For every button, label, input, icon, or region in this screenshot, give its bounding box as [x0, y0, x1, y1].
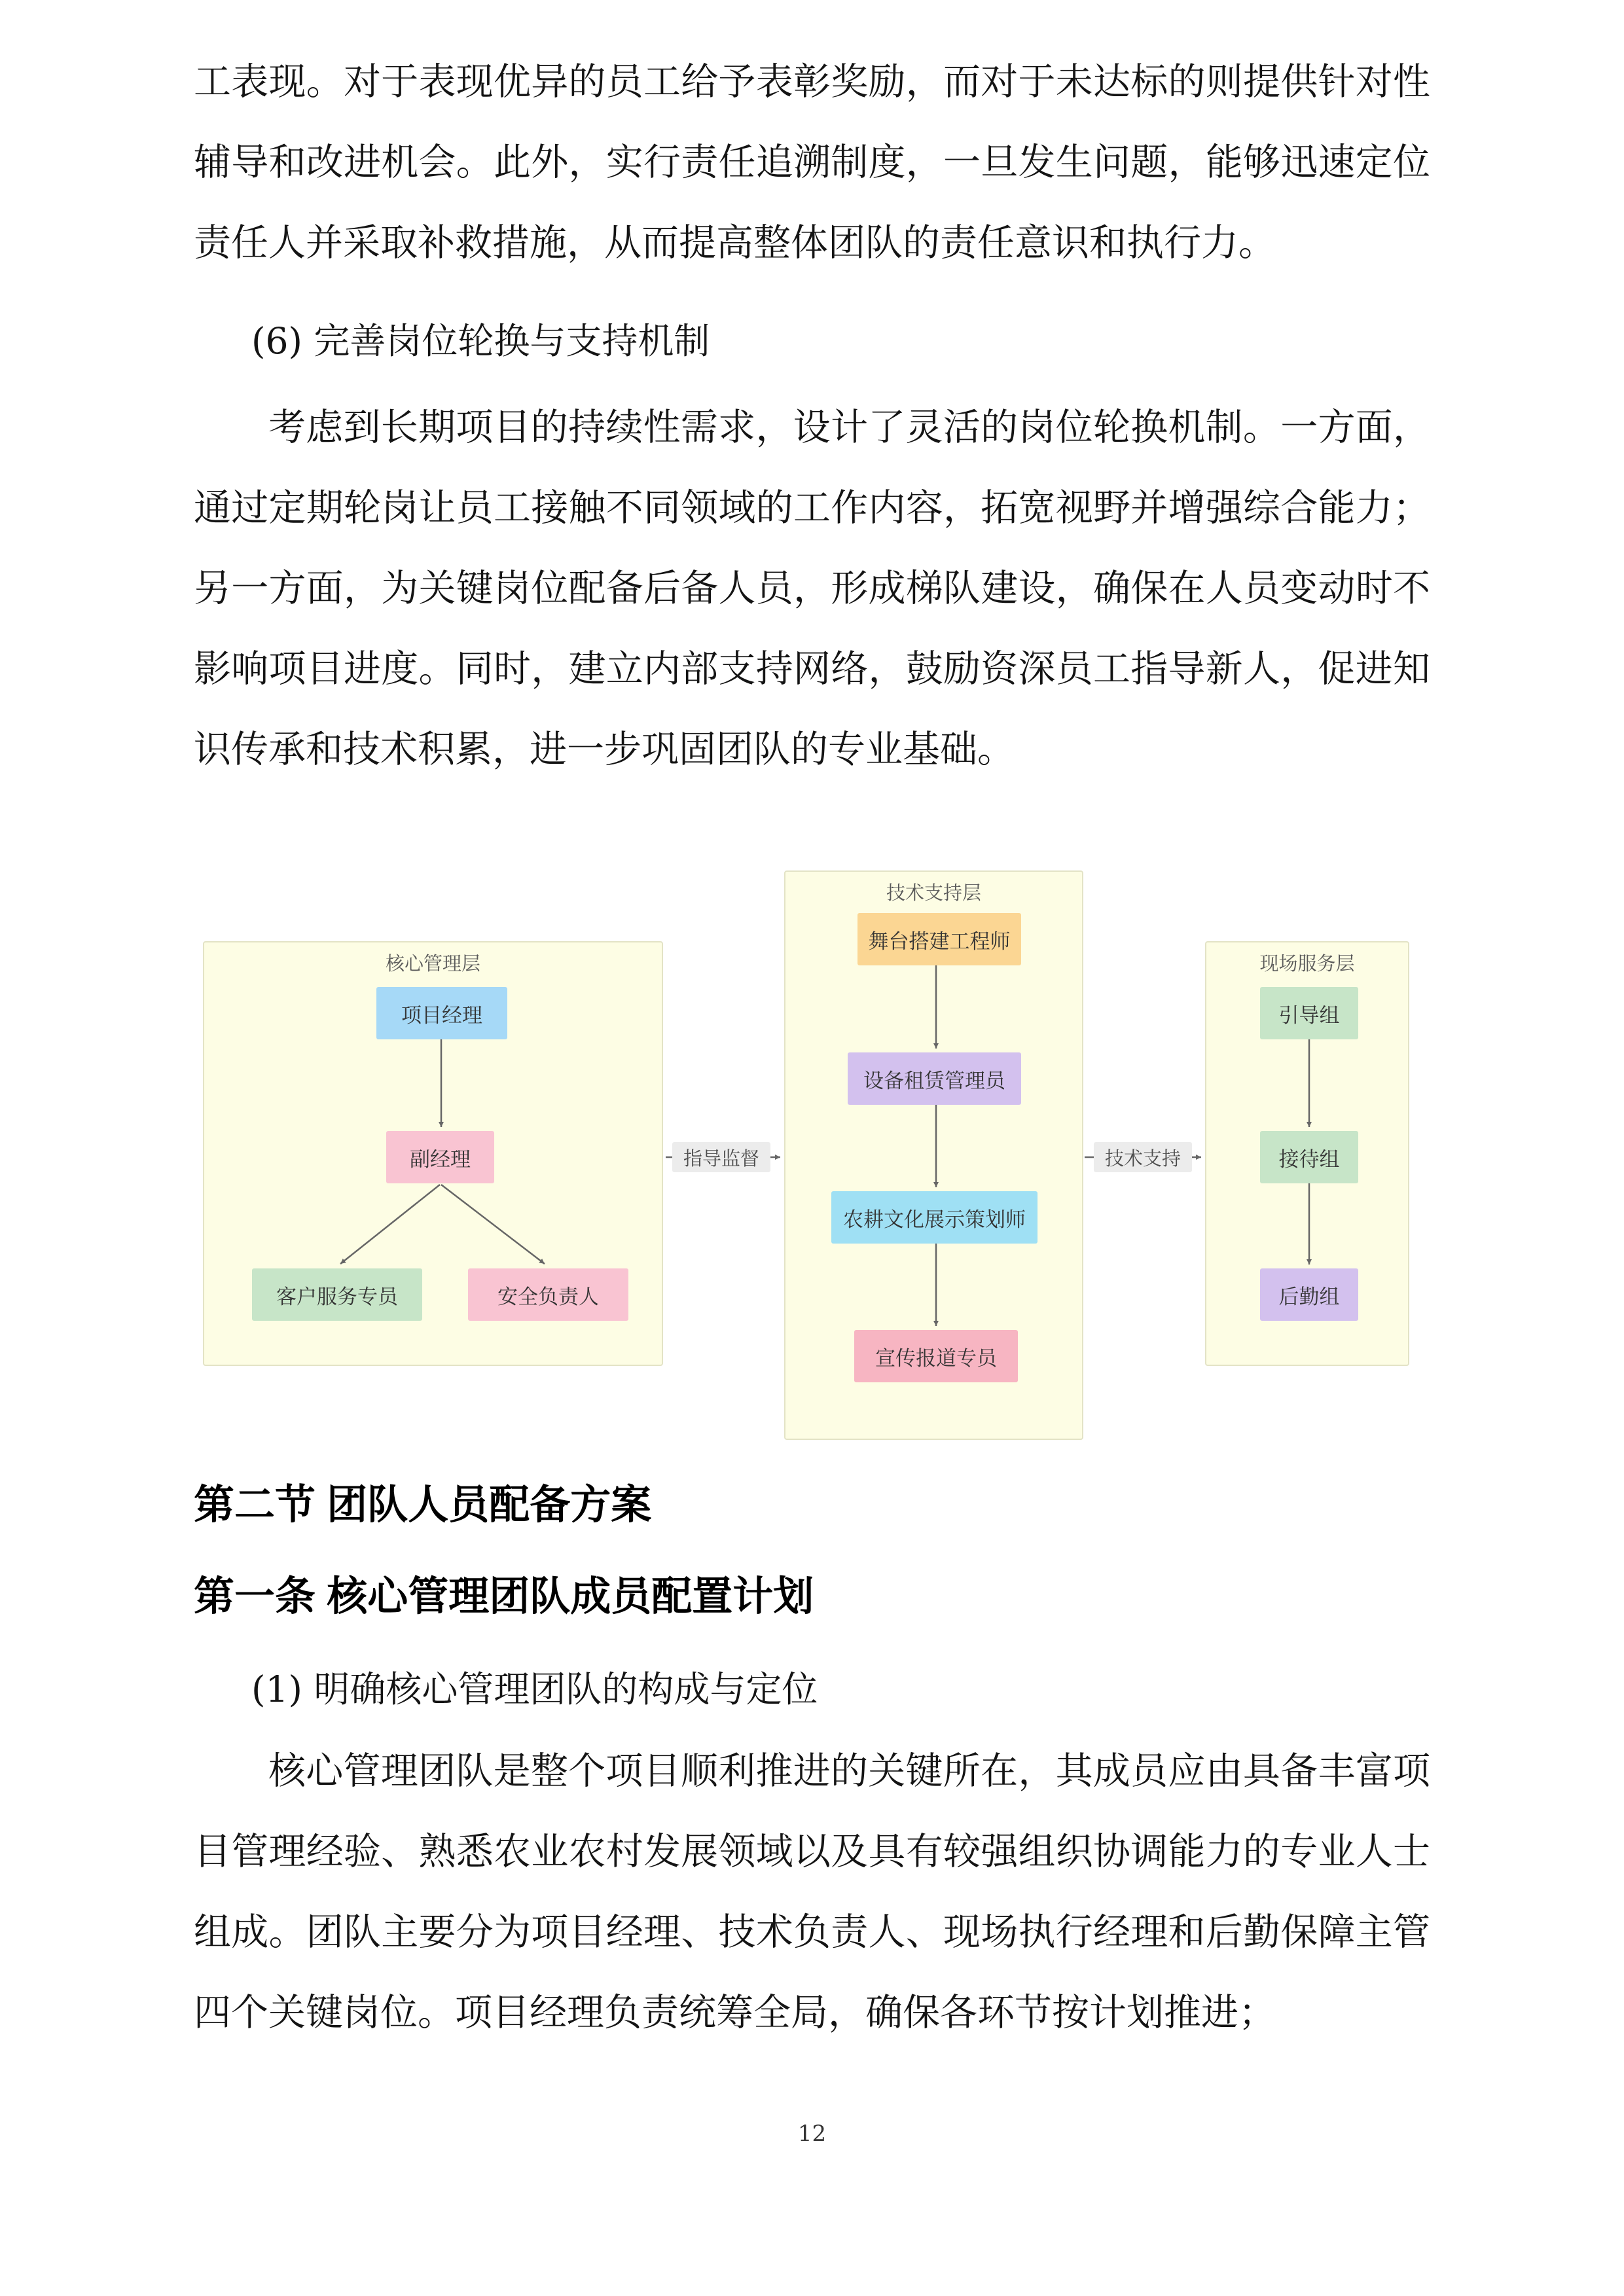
- org-node-stage-engineer: 舞台搭建工程师: [857, 913, 1021, 965]
- org-node-reception-group: 接待组: [1260, 1131, 1358, 1183]
- org-node-project-manager: 项目经理: [376, 987, 507, 1039]
- org-node-deputy-manager: 副经理: [386, 1131, 494, 1183]
- section-heading: 第二节 团队人员配备方案: [194, 1482, 652, 1528]
- panel-title: 核心管理层: [385, 954, 480, 975]
- connector-label-technical-support: 技术支持: [1094, 1142, 1192, 1172]
- org-node-guide-group: 引导组: [1260, 987, 1358, 1039]
- page-number: 12: [797, 2121, 827, 2147]
- org-node-safety-officer: 安全负责人: [468, 1268, 628, 1321]
- paragraph-rotation: 考虑到长期项目的持续性需求，设计了灵活的岗位轮换机制。一方面，通过定期轮岗让员工接触不同领域的工作内容，拓宽视野并增强综合能力；另一方面，为关键岗位配备后备人员，形成梯队建设，确保在人员变动时不影响项目进度。同时，建立内部支持网络，鼓励资深员工指导新人，促进知识传承和技术积累，进一步巩固团队的专业基础。: [194, 406, 1430, 771]
- connector-label-guidance-supervision: 指导监督: [672, 1142, 770, 1172]
- panel-title: 技术支持层: [886, 883, 981, 904]
- org-node-equipment-rental: 设备租赁管理员: [848, 1052, 1021, 1105]
- item6-heading: (6) 完善岗位轮换与支持机制: [251, 320, 710, 362]
- org-structure-diagram: [194, 870, 1430, 1440]
- paragraph-core-team: 核心管理团队是整个项目顺利推进的关键所在，其成员应由具备丰富项目管理经验、熟悉农业农村发展领域以及具有较强组织协调能力的专业人士组成。团队主要分为项目经理、技术负责人、现场执行经理和后勤保障主管四个关键岗位。项目经理负责统筹全局，确保各环节按计划推进；: [194, 1749, 1430, 2034]
- paragraph-continuation: 工表现。对于表现优异的员工给予表彰奖励，而对于未达标的则提供针对性辅导和改进机会。此外，实行责任追溯制度，一旦发生问题，能够迅速定位责任人并采取补救措施，从而提高整体团队的责任意识和执行力。: [194, 60, 1430, 264]
- org-node-logistics-group: 后勤组: [1260, 1268, 1358, 1321]
- item1-heading: (1) 明确核心管理团队的构成与定位: [251, 1668, 818, 1710]
- article-heading: 第一条 核心管理团队成员配置计划: [194, 1574, 814, 1619]
- panel-title: 现场服务层: [1259, 954, 1355, 975]
- org-node-publicity-reporter: 宣传报道专员: [854, 1330, 1018, 1382]
- org-node-culture-exhibit-planner: 农耕文化展示策划师: [831, 1191, 1038, 1244]
- org-node-customer-service: 客户服务专员: [252, 1268, 422, 1321]
